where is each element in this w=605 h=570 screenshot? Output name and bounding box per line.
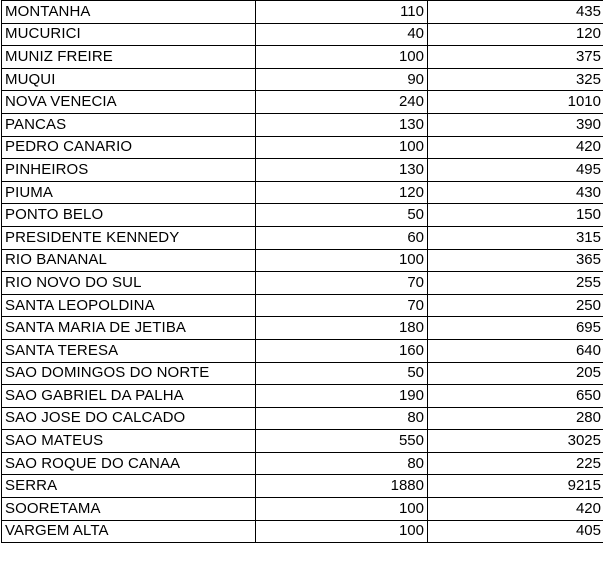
table-row [2,362,605,385]
table-row [2,136,605,159]
cell-value-1[interactable]: 100 [256,46,428,69]
cell-value-2[interactable]: 3025 [428,430,605,453]
cell-value-1[interactable]: 80 [256,407,428,430]
table-row [2,226,605,249]
cell-municipality[interactable]: SAO DOMINGOS DO NORTE [2,362,256,385]
table-row [2,91,605,114]
cell-municipality[interactable]: PRESIDENTE KENNEDY [2,226,256,249]
cell-value-1[interactable]: 70 [256,294,428,317]
cell-value-2[interactable]: 225 [428,452,605,475]
cell-value-2[interactable]: 375 [428,46,605,69]
cell-municipality[interactable]: SAO MATEUS [2,430,256,453]
cell-value-2[interactable]: 1010 [428,91,605,114]
cell-value-1[interactable]: 190 [256,385,428,408]
cell-value-1[interactable]: 120 [256,181,428,204]
cell-value-2[interactable]: 120 [428,23,605,46]
table-row [2,68,605,91]
cell-value-2[interactable]: 150 [428,204,605,227]
cell-municipality[interactable]: PANCAS [2,113,256,136]
table-row [2,339,605,362]
cell-municipality[interactable]: VARGEM ALTA [2,520,256,543]
cell-municipality[interactable]: SOORETAMA [2,498,256,521]
table-body [2,1,605,543]
cell-municipality[interactable]: MUQUI [2,68,256,91]
cell-municipality[interactable]: SANTA TERESA [2,339,256,362]
cell-value-1[interactable]: 100 [256,136,428,159]
cell-value-1[interactable]: 80 [256,452,428,475]
cell-municipality[interactable]: PIUMA [2,181,256,204]
table-row [2,113,605,136]
cell-municipality[interactable]: SANTA MARIA DE JETIBA [2,317,256,340]
cell-value-2[interactable]: 325 [428,68,605,91]
table-row [2,520,605,543]
cell-value-1[interactable]: 50 [256,362,428,385]
cell-value-2[interactable]: 650 [428,385,605,408]
cell-value-1[interactable]: 70 [256,272,428,295]
cell-value-1[interactable]: 130 [256,159,428,182]
cell-municipality[interactable]: MUCURICI [2,23,256,46]
cell-value-1[interactable]: 90 [256,68,428,91]
table-row [2,498,605,521]
table-row [2,181,605,204]
cell-value-1[interactable]: 50 [256,204,428,227]
cell-value-1[interactable]: 550 [256,430,428,453]
cell-value-1[interactable]: 160 [256,339,428,362]
table-row [2,272,605,295]
table-row [2,475,605,498]
cell-value-2[interactable]: 430 [428,181,605,204]
cell-municipality[interactable]: RIO BANANAL [2,249,256,272]
cell-municipality[interactable]: SANTA LEOPOLDINA [2,294,256,317]
municipality-table [1,0,605,543]
cell-value-1[interactable]: 100 [256,520,428,543]
cell-value-2[interactable]: 205 [428,362,605,385]
cell-municipality[interactable]: PINHEIROS [2,159,256,182]
cell-municipality[interactable]: SAO ROQUE DO CANAA [2,452,256,475]
cell-value-2[interactable]: 390 [428,113,605,136]
cell-municipality[interactable]: MUNIZ FREIRE [2,46,256,69]
table-row [2,452,605,475]
table-row [2,385,605,408]
cell-value-2[interactable]: 695 [428,317,605,340]
cell-value-2[interactable]: 420 [428,136,605,159]
cell-value-2[interactable]: 495 [428,159,605,182]
cell-municipality[interactable]: PONTO BELO [2,204,256,227]
cell-value-2[interactable]: 250 [428,294,605,317]
cell-value-2[interactable]: 255 [428,272,605,295]
cell-value-1[interactable]: 180 [256,317,428,340]
cell-municipality[interactable]: SAO GABRIEL DA PALHA [2,385,256,408]
cell-value-1[interactable]: 130 [256,113,428,136]
cell-value-2[interactable]: 280 [428,407,605,430]
table-row [2,294,605,317]
cell-value-2[interactable]: 420 [428,498,605,521]
table-row [2,159,605,182]
cell-value-1[interactable]: 1880 [256,475,428,498]
cell-municipality[interactable]: PEDRO CANARIO [2,136,256,159]
cell-municipality[interactable]: MONTANHA [2,1,256,24]
table-row [2,407,605,430]
cell-municipality[interactable]: RIO NOVO DO SUL [2,272,256,295]
cell-value-1[interactable]: 60 [256,226,428,249]
cell-value-1[interactable]: 40 [256,23,428,46]
cell-municipality[interactable]: NOVA VENECIA [2,91,256,114]
cell-municipality[interactable]: SAO JOSE DO CALCADO [2,407,256,430]
table-row [2,317,605,340]
cell-value-1[interactable]: 100 [256,249,428,272]
cell-value-2[interactable]: 435 [428,1,605,24]
cell-value-2[interactable]: 640 [428,339,605,362]
cell-value-1[interactable]: 240 [256,91,428,114]
table-row [2,23,605,46]
cell-value-1[interactable]: 100 [256,498,428,521]
table-row [2,249,605,272]
table-row [2,204,605,227]
cell-value-2[interactable]: 9215 [428,475,605,498]
cell-municipality[interactable]: SERRA [2,475,256,498]
table-row [2,430,605,453]
cell-value-2[interactable]: 315 [428,226,605,249]
cell-value-1[interactable]: 110 [256,1,428,24]
table-row [2,1,605,24]
table-row [2,46,605,69]
cell-value-2[interactable]: 365 [428,249,605,272]
cell-value-2[interactable]: 405 [428,520,605,543]
